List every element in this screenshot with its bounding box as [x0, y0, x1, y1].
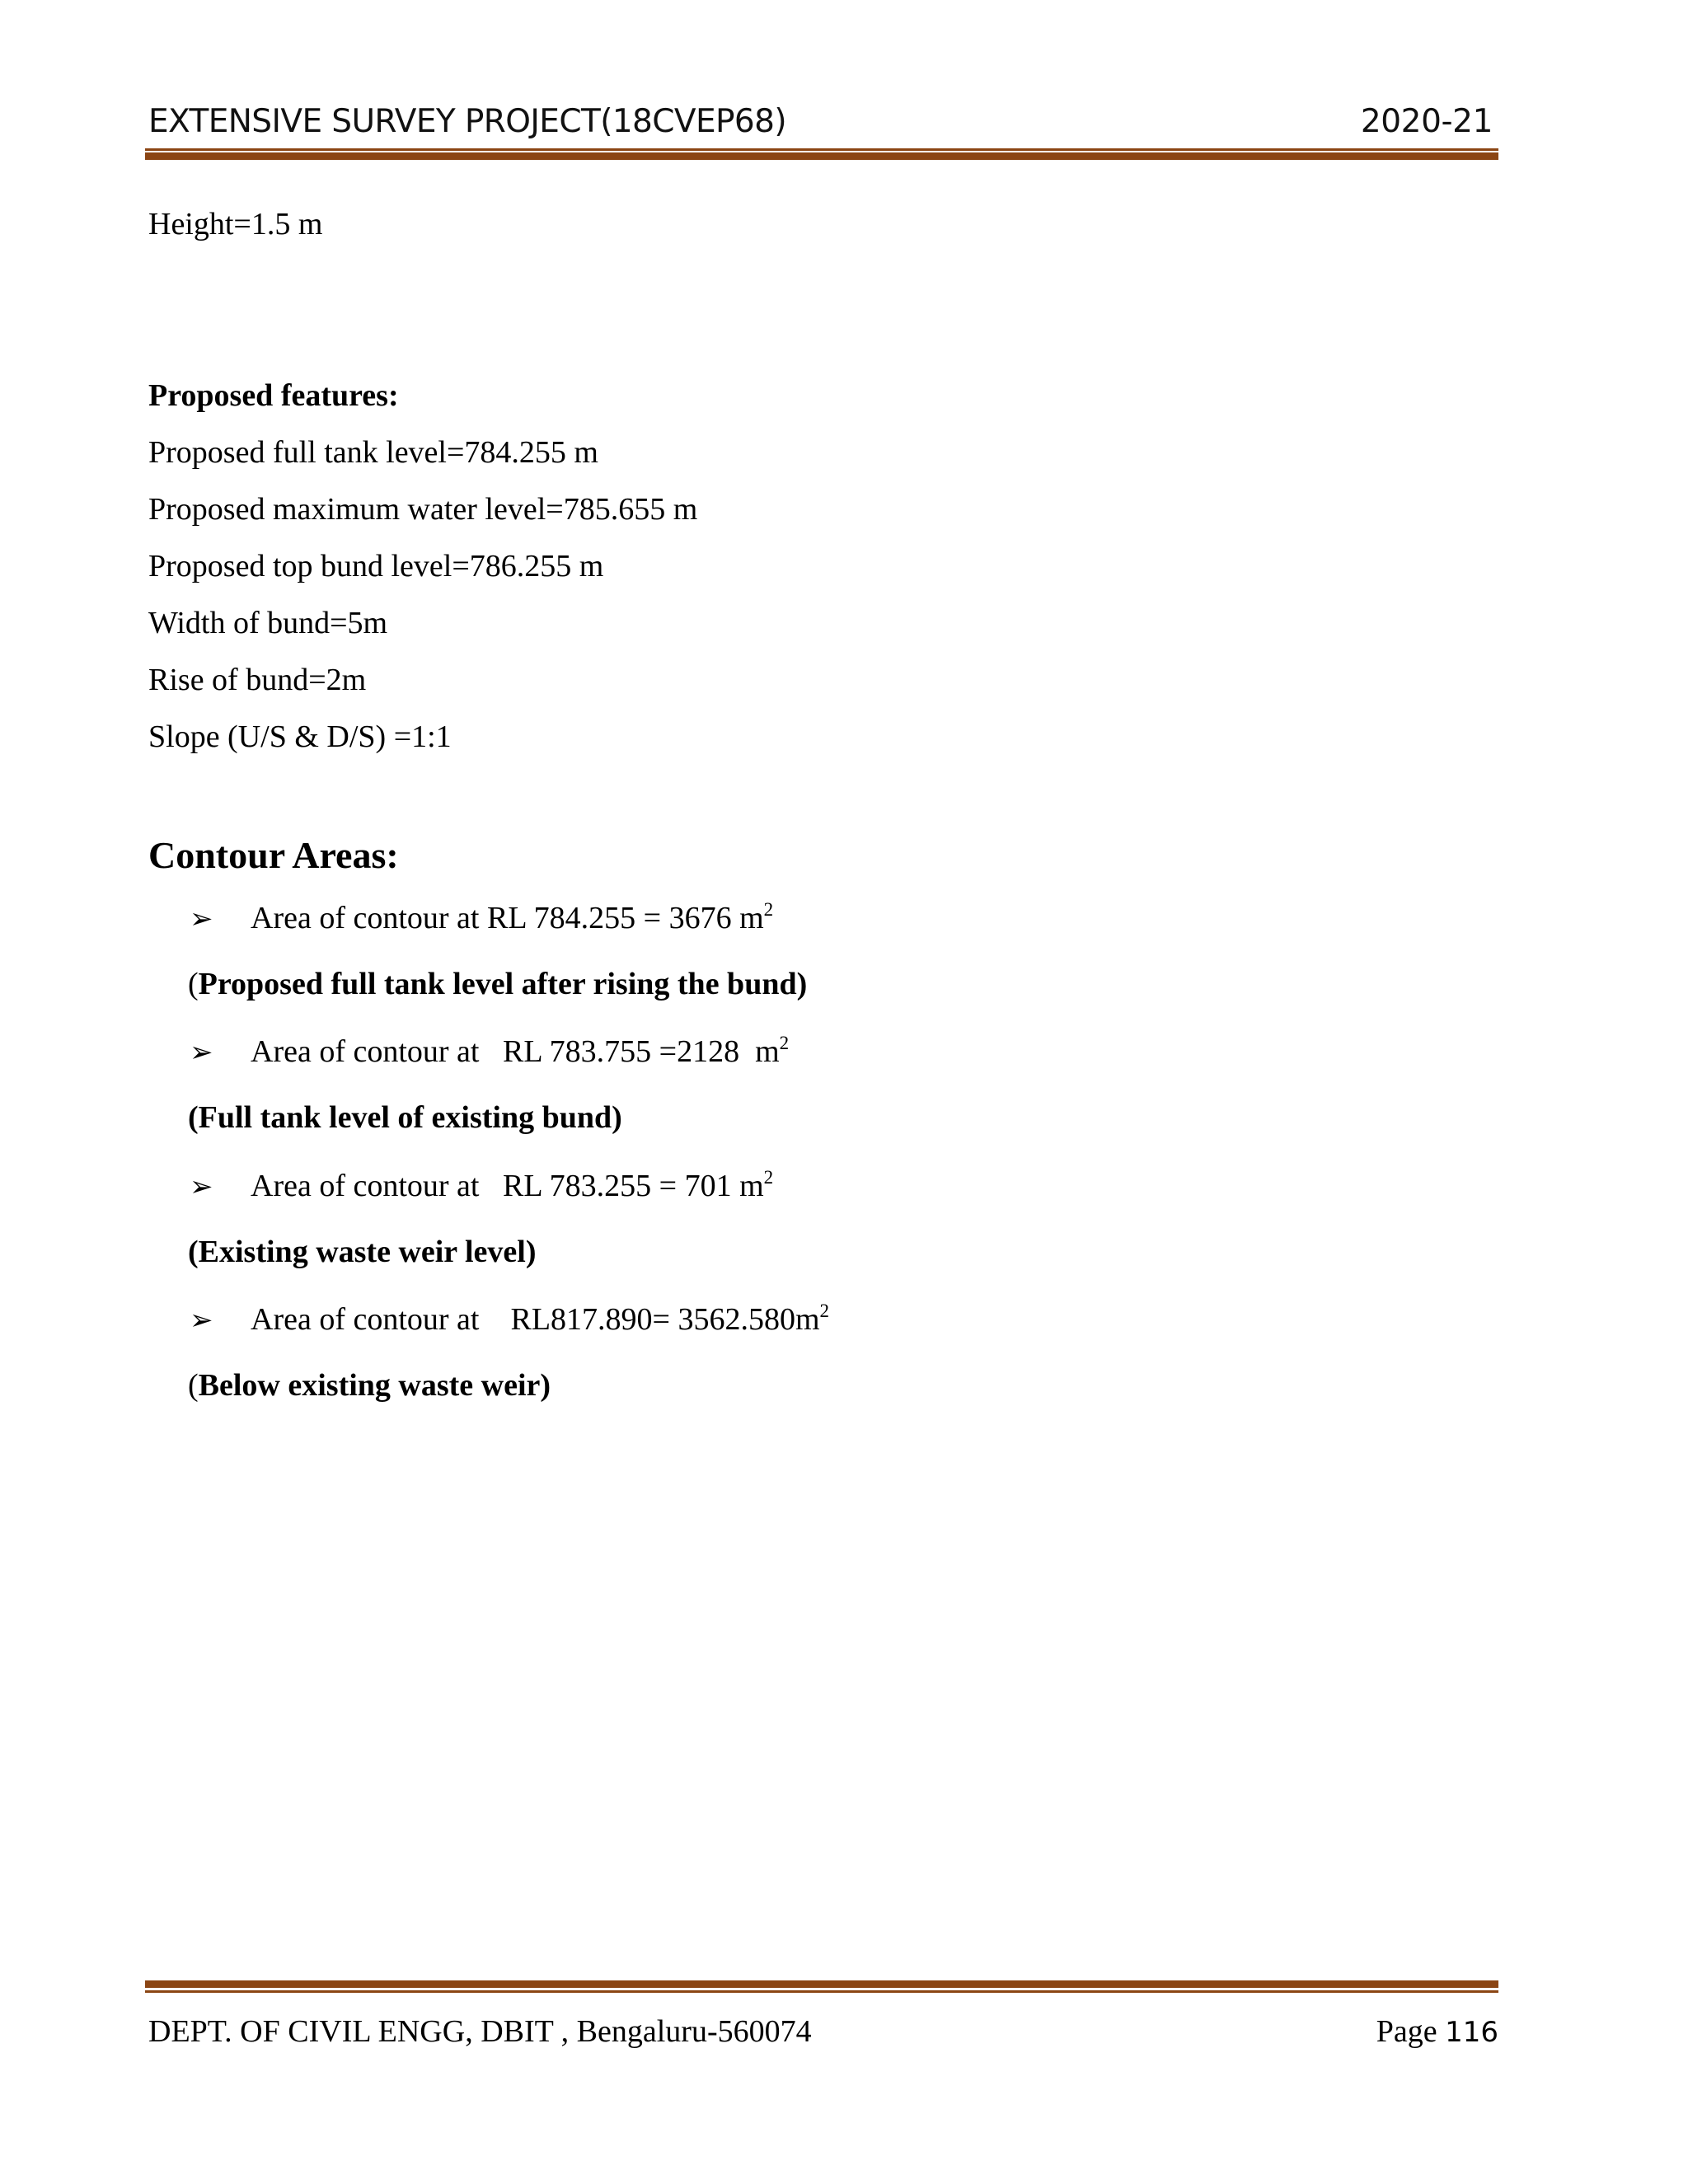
proposed-item: Proposed full tank level=784.255 m: [148, 435, 598, 470]
proposed-item: Proposed maximum water level=785.655 m: [148, 492, 698, 527]
footer-rule-thin: [145, 1990, 1498, 1993]
note-text: Below existing waste weir): [198, 1368, 551, 1403]
contour-areas-heading: Contour Areas:: [148, 834, 399, 876]
contour-text: Area of contour at RL817.890= 3562.580m: [251, 1302, 820, 1337]
superscript: 2: [819, 1301, 830, 1321]
superscript: 2: [763, 1167, 774, 1188]
contour-note: (Full tank level of existing bund): [188, 1100, 622, 1135]
proposed-features-heading: Proposed features:: [148, 378, 399, 413]
page-label: Page: [1376, 2014, 1437, 2049]
contour-note: [188, 965, 807, 1003]
arrow-bullet-icon: ➢: [190, 902, 213, 935]
footer-page: [1376, 2013, 1498, 2051]
page-header: [148, 97, 1498, 147]
superscript: 2: [763, 899, 774, 920]
arrow-bullet-icon: ➢: [190, 1304, 213, 1337]
header-rule-thin: [145, 148, 1498, 151]
superscript: 2: [779, 1033, 790, 1053]
contour-list-item: [190, 1033, 789, 1071]
height-line: Height=1.5 m: [148, 207, 323, 241]
note-paren: (: [188, 1368, 199, 1403]
contour-text: Area of contour at RL 783.255 = 701 m: [251, 1169, 764, 1203]
contour-list-item: [190, 899, 773, 938]
header-title: EXTENSIVE SURVEY PROJECT(18CVEP68): [148, 103, 786, 140]
contour-text: Area of contour at RL 784.255 = 3676 m: [251, 901, 764, 935]
proposed-item: Width of bund=5m: [148, 606, 388, 640]
proposed-item: Slope (U/S & D/S) =1:1: [148, 719, 452, 754]
contour-text: Area of contour at RL 783.755 =2128 m: [251, 1034, 780, 1069]
contour-list-item: [190, 1301, 829, 1339]
note-text: Proposed full tank level after rising the bund): [198, 967, 808, 1001]
footer-dept: DEPT. OF CIVIL ENGG, DBIT , Bengaluru-560074: [148, 2014, 812, 2049]
proposed-item: Proposed top bund level=786.255 m: [148, 549, 604, 583]
contour-list-item: [190, 1167, 773, 1206]
note-paren: (: [188, 967, 199, 1001]
arrow-bullet-icon: ➢: [190, 1170, 213, 1203]
page-number: 116: [1445, 2016, 1498, 2049]
proposed-item: Rise of bund=2m: [148, 663, 367, 697]
contour-note: (Existing waste weir level): [188, 1235, 537, 1269]
header-rule-thick: [145, 152, 1498, 160]
arrow-bullet-icon: ➢: [190, 1036, 213, 1069]
header-year: 2020-21: [1360, 103, 1493, 140]
contour-note: [188, 1366, 551, 1404]
footer-rule-thick: [145, 1980, 1498, 1988]
